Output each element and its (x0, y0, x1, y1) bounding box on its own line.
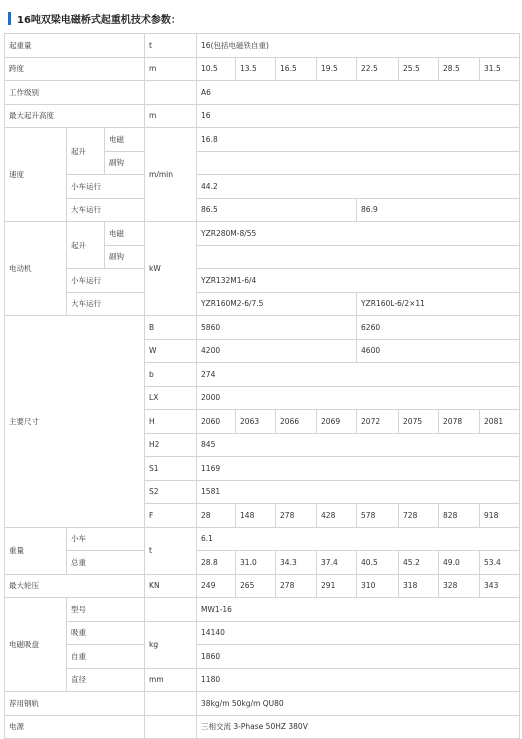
row-label: 荐用钢轨 (5, 692, 145, 716)
value-cell: 1860 (197, 645, 520, 669)
sub-label: 副钩 (105, 245, 145, 269)
unit-cell (145, 692, 197, 716)
value-cell: 918 (480, 504, 520, 528)
value-cell: 2075 (399, 410, 439, 434)
table-row (5, 104, 520, 128)
value-cell: 2066 (276, 410, 317, 434)
row-label: 电磁吸盘 (5, 598, 67, 692)
value-cell: 31.0 (236, 551, 276, 575)
value-cell: YZR160M2-6/7.5 (197, 292, 357, 316)
table-row (5, 621, 520, 645)
unit-cell (145, 598, 197, 622)
table-row (5, 598, 520, 622)
value-cell: 2000 (197, 386, 520, 410)
unit-cell: kW (145, 222, 197, 316)
value-cell: 278 (276, 504, 317, 528)
value-cell: 2081 (480, 410, 520, 434)
row-label: 最大起升高度 (5, 104, 145, 128)
dim-label: b (145, 363, 197, 387)
value-cell: 25.5 (399, 57, 439, 81)
section-title (8, 10, 181, 26)
row-label: 电源 (5, 715, 145, 739)
sub-label: 总重 (67, 551, 145, 575)
value-cell: MW1-16 (197, 598, 520, 622)
table-row (5, 645, 520, 669)
dim-label: H2 (145, 433, 197, 457)
table-row (5, 527, 520, 551)
value-cell: 38kg/m 50kg/m QU80 (197, 692, 520, 716)
value-cell: 265 (236, 574, 276, 598)
unit-cell: m (145, 57, 197, 81)
table-row (5, 316, 520, 340)
sub-label: 起升 (67, 222, 105, 269)
dim-label: F (145, 504, 197, 528)
row-label: 跨度 (5, 57, 145, 81)
value-cell: 1581 (197, 480, 520, 504)
value-cell: 31.5 (480, 57, 520, 81)
value-cell: 2063 (236, 410, 276, 434)
sub-label: 小车运行 (67, 175, 145, 199)
value-cell: 2072 (357, 410, 399, 434)
table-row (5, 222, 520, 246)
table-row (5, 269, 520, 293)
value-cell: 10.5 (197, 57, 236, 81)
value-cell: 343 (480, 574, 520, 598)
unit-cell: m (145, 104, 197, 128)
value-cell: 2060 (197, 410, 236, 434)
row-label: 起重量 (5, 34, 145, 58)
value-cell (197, 245, 520, 269)
table-row (5, 34, 520, 58)
row-label: 重量 (5, 527, 67, 574)
value-cell: 728 (399, 504, 439, 528)
value-cell: 5860 (197, 316, 357, 340)
sub-label: 副钩 (105, 151, 145, 175)
value-cell: 4600 (357, 339, 520, 363)
sub-label: 小车运行 (67, 269, 145, 293)
value-cell: 49.0 (439, 551, 480, 575)
sub-label: 电磁 (105, 222, 145, 246)
table-row (5, 551, 520, 575)
dim-label: S1 (145, 457, 197, 481)
table-row (5, 668, 520, 692)
value-cell: 40.5 (357, 551, 399, 575)
row-label: 最大轮压 (5, 574, 145, 598)
dim-label: H (145, 410, 197, 434)
value-cell: 16.8 (197, 128, 520, 152)
title-text: 16吨双梁电磁桥式起重机技术参数： (17, 14, 181, 26)
unit-cell: kg (145, 621, 197, 668)
value-cell: 2069 (317, 410, 357, 434)
value-cell: 291 (317, 574, 357, 598)
sub-label: 小车 (67, 527, 145, 551)
unit-cell (145, 81, 197, 105)
value-cell: 318 (399, 574, 439, 598)
value-cell: 148 (236, 504, 276, 528)
value-cell: 1169 (197, 457, 520, 481)
value-cell: 274 (197, 363, 520, 387)
value-cell: YZR132M1-6/4 (197, 269, 520, 293)
unit-cell: t (145, 34, 197, 58)
value-cell: 1180 (197, 668, 520, 692)
value-cell: 28 (197, 504, 236, 528)
table-row (5, 175, 520, 199)
table-row (5, 198, 520, 222)
value-cell: 16 (197, 104, 520, 128)
value-cell: 828 (439, 504, 480, 528)
value-cell: 2078 (439, 410, 480, 434)
unit-cell: KN (145, 574, 197, 598)
table-row (5, 128, 520, 152)
sub-label: 自重 (67, 645, 145, 669)
table-row (5, 574, 520, 598)
value-cell: 45.2 (399, 551, 439, 575)
unit-cell: mm (145, 668, 197, 692)
unit-cell: t (145, 527, 197, 574)
value-cell: 三相交流 3-Phase 50HZ 380V (197, 715, 520, 739)
value-cell: 13.5 (236, 57, 276, 81)
value-cell: 4200 (197, 339, 357, 363)
value-cell: 845 (197, 433, 520, 457)
row-label: 电动机 (5, 222, 67, 316)
table-row (5, 715, 520, 739)
value-cell: 14140 (197, 621, 520, 645)
value-cell: 328 (439, 574, 480, 598)
dim-label: LX (145, 386, 197, 410)
table-row (5, 57, 520, 81)
value-cell: YZR160L-6/2×11 (357, 292, 520, 316)
value-cell (197, 151, 520, 175)
sub-label: 型号 (67, 598, 145, 622)
row-label: 速度 (5, 128, 67, 222)
table-row (5, 292, 520, 316)
sub-label: 起升 (67, 128, 105, 175)
value-cell: A6 (197, 81, 520, 105)
sub-label: 电磁 (105, 128, 145, 152)
value-cell: YZR280M-8/55 (197, 222, 520, 246)
row-label: 主要尺寸 (5, 316, 145, 528)
value-cell: 28.5 (439, 57, 480, 81)
value-cell: 28.8 (197, 551, 236, 575)
value-cell: 428 (317, 504, 357, 528)
sub-label: 吸重 (67, 621, 145, 645)
sub-label: 直径 (67, 668, 145, 692)
unit-cell: m/min (145, 128, 197, 222)
value-cell: 16(包括电磁铁自重) (197, 34, 520, 58)
title-accent-bar (8, 12, 11, 25)
value-cell: 6.1 (197, 527, 520, 551)
table-row (5, 81, 520, 105)
value-cell: 34.3 (276, 551, 317, 575)
spec-table (4, 33, 520, 739)
value-cell: 37.4 (317, 551, 357, 575)
value-cell: 19.5 (317, 57, 357, 81)
value-cell: 278 (276, 574, 317, 598)
value-cell: 86.5 (197, 198, 357, 222)
row-label: 工作级别 (5, 81, 145, 105)
value-cell: 53.4 (480, 551, 520, 575)
value-cell: 86.9 (357, 198, 520, 222)
value-cell: 44.2 (197, 175, 520, 199)
value-cell: 249 (197, 574, 236, 598)
sub-label: 大车运行 (67, 198, 145, 222)
unit-cell (145, 715, 197, 739)
value-cell: 578 (357, 504, 399, 528)
value-cell: 6260 (357, 316, 520, 340)
dim-label: W (145, 339, 197, 363)
value-cell: 22.5 (357, 57, 399, 81)
value-cell: 310 (357, 574, 399, 598)
dim-label: S2 (145, 480, 197, 504)
sub-label: 大车运行 (67, 292, 145, 316)
table-row (5, 692, 520, 716)
value-cell: 16.5 (276, 57, 317, 81)
dim-label: B (145, 316, 197, 340)
